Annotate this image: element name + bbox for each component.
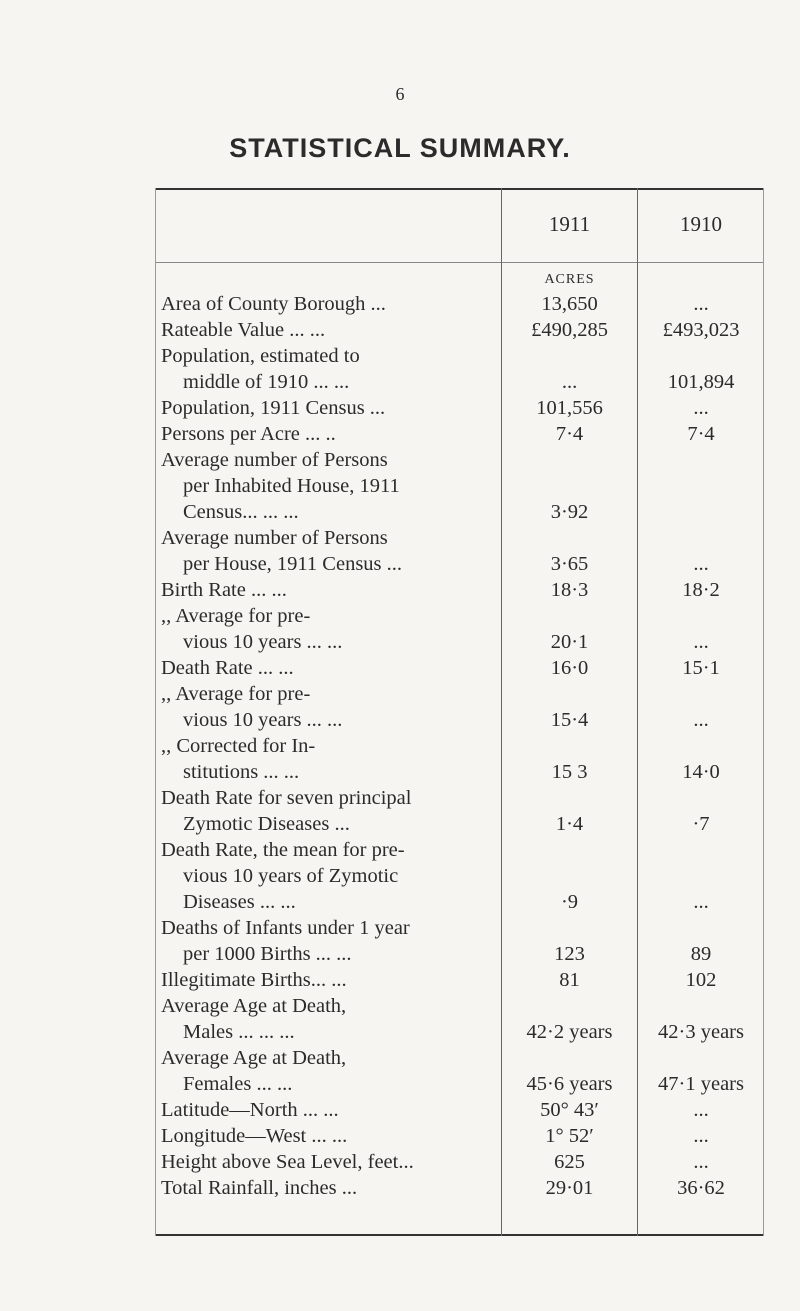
row-label [161, 655, 497, 681]
table-row [155, 1149, 764, 1175]
row-label-line: Zymotic Diseases ... [183, 813, 350, 835]
row-label-line: vious 10 years ... ... [183, 631, 343, 653]
row-label-line: Death Rate for seven principal [161, 787, 412, 809]
row-label-line: Death Rate, the mean for pre- [161, 839, 405, 861]
row-label [161, 681, 497, 733]
value-1911: 625 [554, 1151, 585, 1173]
row-label [161, 525, 497, 577]
value-1910: £493,023 [662, 319, 740, 341]
table-row [155, 421, 764, 447]
row-label-line: per Inhabited House, 1911 [183, 475, 400, 497]
row-label [161, 733, 497, 785]
row-label [161, 577, 497, 603]
row-label [161, 1149, 497, 1175]
row-label-line: Longitude—West ... ... [161, 1125, 348, 1147]
value-1910: ... [693, 1099, 709, 1121]
row-label-line: ,, Average for pre- [161, 605, 311, 627]
table-row [155, 343, 764, 395]
value-1911: 50° 43′ [540, 1099, 599, 1121]
row-label [161, 343, 497, 395]
value-1911: 7·4 [555, 423, 584, 445]
row-label-line: Rateable Value ... ... [161, 319, 326, 341]
row-label [161, 785, 497, 837]
row-label [161, 421, 497, 447]
value-1911: 20·1 [550, 631, 589, 653]
value-1910: ... [693, 1125, 709, 1147]
value-1910: ... [693, 397, 709, 419]
row-label-line: Persons per Acre ... .. [161, 423, 336, 445]
table-row [155, 1123, 764, 1149]
row-label-line: Death Rate ... ... [161, 657, 294, 679]
row-label-line: Average number of Persons [161, 449, 388, 471]
table-row [155, 1097, 764, 1123]
value-1910: ·7 [692, 813, 710, 835]
row-label-line: Average Age at Death, [161, 1047, 347, 1069]
table-row [155, 837, 764, 915]
table-row [155, 1045, 764, 1097]
value-1910: 7·4 [687, 423, 715, 445]
row-label-line: per 1000 Births ... ... [183, 943, 352, 965]
row-label-line: Height above Sea Level, feet... [161, 1151, 414, 1173]
row-label-line: Average Age at Death, [161, 995, 347, 1017]
value-1910: 47·1 years [658, 1073, 744, 1095]
value-1911: 3·65 [550, 553, 589, 575]
row-label-line: Total Rainfall, inches ... [161, 1177, 358, 1199]
table-row [155, 577, 764, 603]
page-title: STATISTICAL SUMMARY. [229, 133, 571, 163]
row-label-line: Deaths of Infants under 1 year [161, 917, 410, 939]
value-1910: 36·62 [677, 1177, 725, 1199]
value-1911: 29·01 [545, 1177, 594, 1199]
table-row [155, 603, 764, 655]
value-1910: 89 [690, 943, 712, 965]
row-label [161, 837, 497, 915]
row-label [161, 1123, 497, 1149]
value-1911: 123 [554, 943, 585, 965]
row-label-line: vious 10 years of Zymotic [183, 865, 399, 887]
value-1911: 42·2 years [526, 1021, 613, 1043]
table-row [155, 915, 764, 967]
row-label [161, 993, 497, 1045]
row-label-line: Average number of Persons [161, 527, 388, 549]
row-label-line: vious 10 years ... ... [183, 709, 343, 731]
row-label [161, 1175, 497, 1201]
value-1910: 18·2 [682, 579, 720, 601]
value-1911: ... [561, 371, 578, 393]
value-1911: 15 3 [551, 761, 588, 783]
value-1910: ... [693, 1151, 709, 1173]
value-1911: 3·92 [550, 501, 589, 523]
row-label-line: Population, 1911 Census ... [161, 397, 386, 419]
row-label [161, 915, 497, 967]
value-1911: 101,556 [536, 397, 603, 419]
value-1910: ... [693, 293, 709, 315]
table-row [155, 317, 764, 343]
value-1911: 1·4 [555, 813, 584, 835]
row-label-line: Illegitimate Births... ... [161, 969, 347, 991]
row-label-line: Latitude—North ... ... [161, 1099, 339, 1121]
value-1910: ... [693, 709, 709, 731]
row-label [161, 317, 497, 343]
table-row [155, 993, 764, 1045]
value-1911: £490,285 [531, 319, 608, 341]
row-label-line: Census... ... ... [183, 501, 299, 523]
units-label: ACRES [544, 272, 595, 287]
table-bottom-rule [155, 1234, 764, 1236]
value-1910: 15·1 [682, 657, 720, 679]
table-row [155, 291, 764, 317]
table-row [155, 655, 764, 681]
value-1911: ·9 [560, 891, 579, 913]
row-label [161, 291, 497, 317]
table-row [155, 395, 764, 421]
value-1911: 81 [559, 969, 580, 991]
value-1911: 16·0 [550, 657, 589, 679]
row-label [161, 1097, 497, 1123]
table-row [155, 681, 764, 733]
table-row [155, 1175, 764, 1201]
value-1910: ... [693, 891, 709, 913]
value-1911: 18·3 [550, 579, 589, 601]
value-1911: 13,650 [541, 293, 598, 315]
table-top-rule [155, 188, 764, 190]
value-1911: 15·4 [550, 709, 589, 731]
row-label-line: Area of County Borough ... [161, 293, 386, 315]
table-row [155, 967, 764, 993]
statistical-summary-table [155, 188, 764, 1241]
row-label [161, 1045, 497, 1097]
row-label [161, 967, 497, 993]
value-1910: 102 [685, 969, 717, 991]
header-divider [155, 262, 764, 263]
column-header-1910: 1910 [680, 212, 722, 236]
row-label-line: ,, Average for pre- [161, 683, 311, 705]
row-label-line: middle of 1910 ... ... [183, 371, 350, 393]
row-label-line: per House, 1911 Census ... [183, 553, 403, 575]
row-label-line: ,, Corrected for In- [161, 735, 316, 757]
page-number: 6 [395, 84, 405, 104]
value-1910: 42·3 years [658, 1021, 744, 1043]
row-label-line: Females ... ... [183, 1073, 293, 1095]
value-1910: 14·0 [682, 761, 720, 783]
value-1911: 45·6 years [526, 1073, 613, 1095]
table-row [155, 447, 764, 525]
column-header-1911: 1911 [548, 212, 591, 236]
row-label-line: Population, estimated to [161, 345, 360, 367]
table-row [155, 785, 764, 837]
table-row [155, 525, 764, 577]
row-label [161, 603, 497, 655]
row-label-line: stitutions ... ... [183, 761, 300, 783]
value-1910: 101,894 [667, 371, 735, 393]
value-1910: ... [693, 553, 709, 575]
value-1911: 1° 52′ [545, 1125, 594, 1147]
row-label [161, 395, 497, 421]
row-label [161, 447, 497, 525]
row-label-line: Diseases ... ... [183, 891, 296, 913]
row-label-line: Males ... ... ... [183, 1021, 295, 1043]
value-1910: ... [693, 631, 709, 653]
row-label-line: Birth Rate ... ... [161, 579, 287, 601]
table-row [155, 733, 764, 785]
table-body [155, 291, 764, 1201]
